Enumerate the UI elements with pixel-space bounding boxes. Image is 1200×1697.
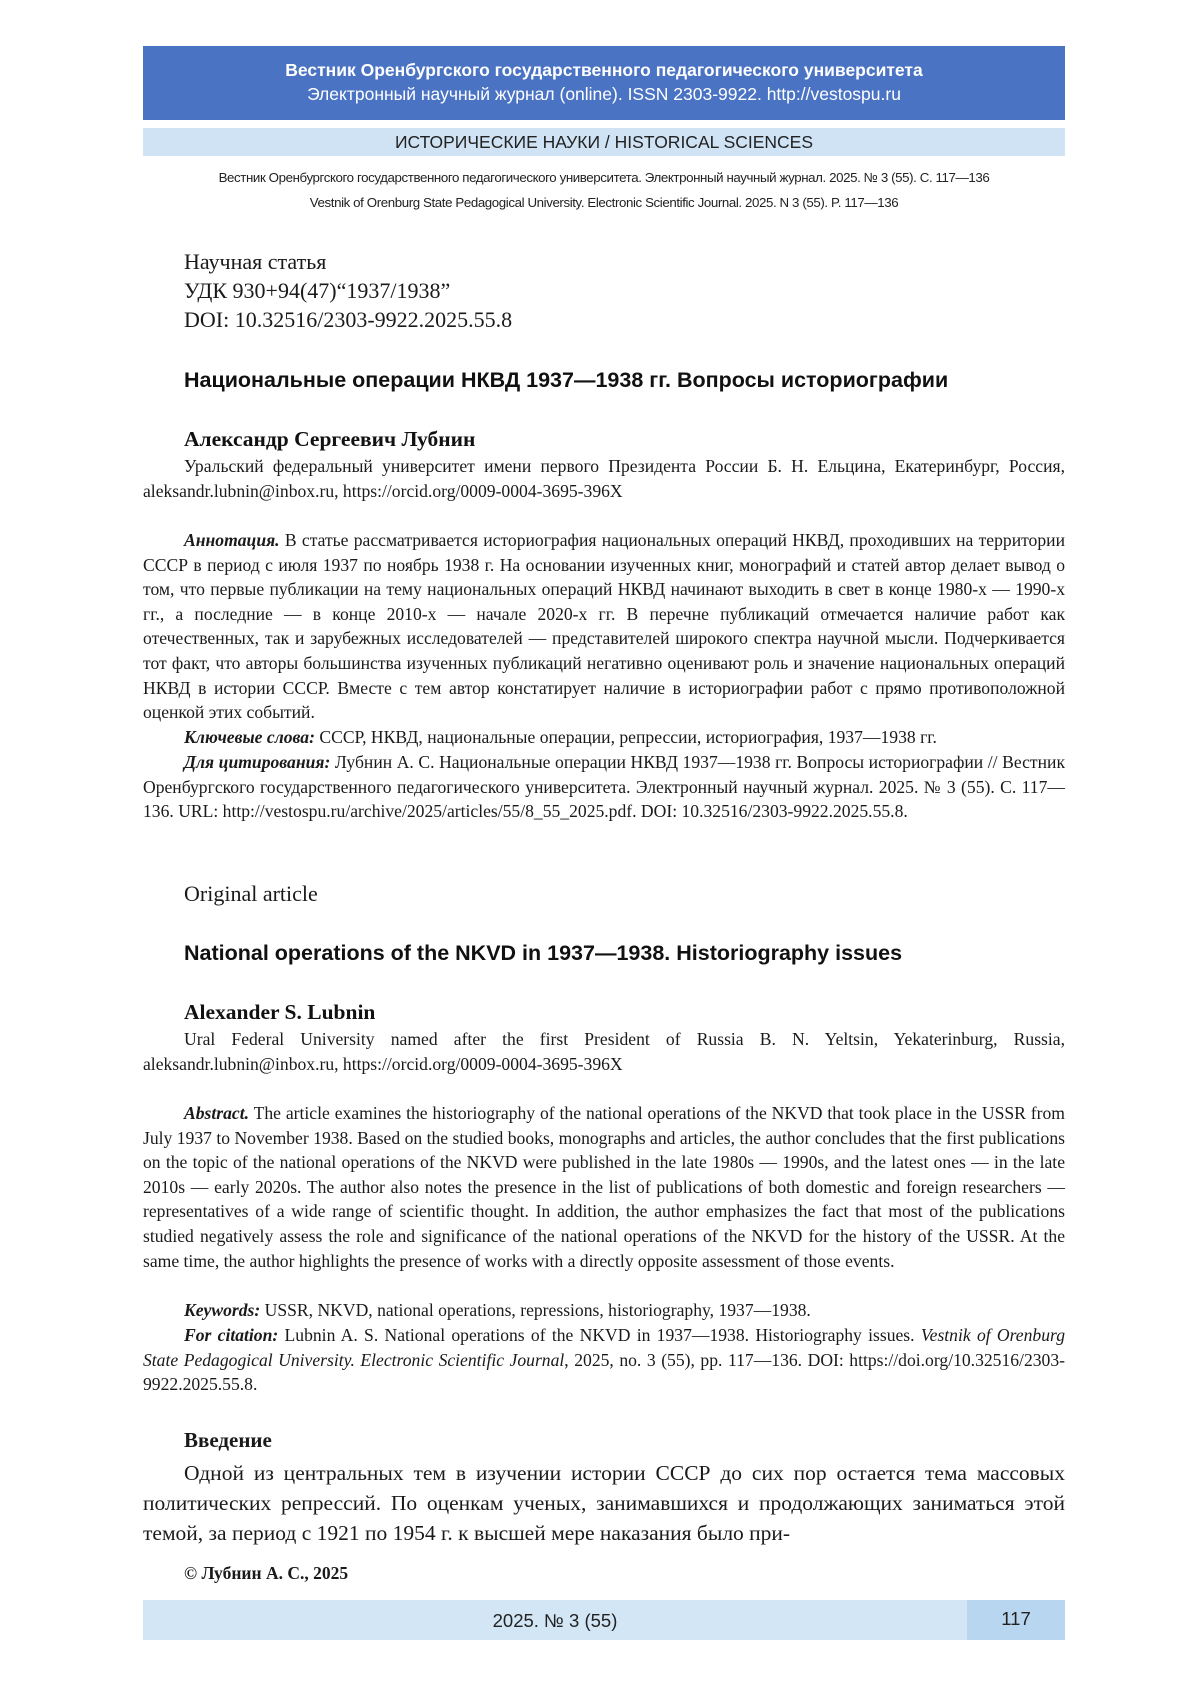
article-title-en: National operations of the NKVD in 1937—1938. Historiography issues [184, 941, 903, 965]
journal-subtitle: Электронный научный журнал (online). ISSN 2303-9922. http://vestospu.ru [307, 84, 901, 104]
abstract-text-ru: В статье рассматривается историография национальных операций НКВД, проходивших на территории СССР в период с июля 1937 по ноябрь 1938 г. На основании изученных книг, монографий и статей автор делает вывод о том, что первые публикации на тему национальных операций НКВД начинают выходить в свет в конце 1980-х — 1990-х гг., а последние — в конце 2010-х — начале 2020-х гг. В перечне публикаций отмечается наличие работ как отечественных, так и зарубежных исследователей — представителей широкого спектра научной мысли. Подчеркивается тот факт, что авторы большинства изученных публикаций негативно оценивают роль и значение национальных операций НКВД в истории СССР. Вместе с тем автор констатирует наличие в историографии работ с прямо противоположной оценкой этих событий. [143, 530, 1065, 723]
article-type-en: Original article [184, 881, 318, 906]
doi-line: DOI: 10.32516/2303-9922.2025.55.8 [184, 307, 513, 332]
udc-code: УДК 930+94(47)“1937/1938” [184, 278, 451, 303]
page-number: 117 [967, 1600, 1065, 1640]
keywords-ru: Ключевые слова: СССР, НКВД, национальные операции, репрессии, историография, 1937—1938 гг. [184, 727, 937, 747]
abstract-en: Abstract. The article examines the historiography of the national operations of the NKVD that took place in the USSR from July 1937 to November 1938. Based on the studied books, monographs and articles, the author concludes that the first publications on the topic of the national operations of the NKVD were published in the late 1980s — 1990s, and the latest ones — in the late 2010s — early 2020s. The author also notes the presence in the list of publications of both domestic and foreign researchers — representatives of a wide range of scientific thought. In addition, the author emphasizes the fact that most of the publications studied negatively assess the role and significance of the national operations of the NKVD for the history of the USSR. At the same time, the author highlights the presence of works with a directly opposite assessment of those events. [143, 1103, 1065, 1271]
abstract-ru [143, 528, 1065, 725]
section-heading: ИСТОРИЧЕСКИЕ НАУКИ / HISTORICAL SCIENCES [143, 128, 1065, 156]
copyright-note: © Лубнин А. С., 2025 [184, 1563, 349, 1583]
citation-en: For citation: Lubnin A. S. National operations of the NKVD in 1937—1938. Historiography issues. Vestnik of Orenburg State Pedagogical University. Electronic Scientific Journal, 2025, no. 3 (55), pp. 117—136. DOI: https://doi.org/10.32516/2303-9922.2025.55.8. [143, 1325, 1066, 1395]
journal-masthead [143, 46, 1065, 120]
intro-paragraph: Одной из центральных тем в изучении истории СССР до сих пор остается тема массовых политических репрессий. По оценкам ученых, занимавшихся и продолжающих заниматься этой темой, за период с 1921 по 1954 г. к высшей мере наказания было при- [143, 1461, 1065, 1545]
author-name-ru: Александр Сергеевич Лубнин [184, 427, 476, 451]
citation-header-en: Vestnik of Orenburg State Pedagogical University. Electronic Scientific Journal. 2025. N 3 (55). P. 117—136 [309, 195, 899, 210]
footer-issue: 2025. № 3 (55) [143, 1600, 967, 1640]
affiliation-ru: Уральский федеральный университет имени первого Президента России Б. Н. Ельцина, Екатеринбург, Россия, aleksandr.lubnin@inbox.ru, https://orcid.org/0009-0004-3695-396X [143, 456, 1065, 501]
author-name-en: Alexander S. Lubnin [184, 1000, 376, 1024]
keywords-en: Keywords: USSR, NKVD, national operations, repressions, historiography, 1937—1938. [184, 1300, 811, 1320]
article-title-ru: Национальные операции НКВД 1937—1938 гг. Вопросы историографии [184, 368, 949, 392]
article-type-ru: Научная статья [184, 249, 327, 274]
affiliation-en: Ural Federal University named after the first President of Russia B. N. Yeltsin, Yekaterinburg, Russia, aleksandr.lubnin@inbox.ru, https://orcid.org/0009-0004-3695-396X [143, 1029, 1065, 1074]
intro-heading: Введение [184, 1428, 272, 1452]
citation-header-ru: Вестник Оренбургского государственного педагогического университета. Электронный научный журнал. 2025. № 3 (55). С. 117—136 [218, 170, 990, 185]
abstract-label-ru: Аннотация. [184, 530, 280, 550]
citation-ru: Для цитирования: Лубнин А. С. Национальные операции НКВД 1937—1938 гг. Вопросы историографии // Вестник Оренбургского государственного педагогического университета. Электронный научный журнал. 2025. № 3 (55). С. 117—136. URL: http://vestospu.ru/archive/2025/articles/55/8_55_2025.pdf. DOI: 10.32516/2303-9922.2025.55.8. [143, 752, 1065, 822]
journal-title: Вестник Оренбургского государственного педагогического университета [285, 60, 923, 80]
